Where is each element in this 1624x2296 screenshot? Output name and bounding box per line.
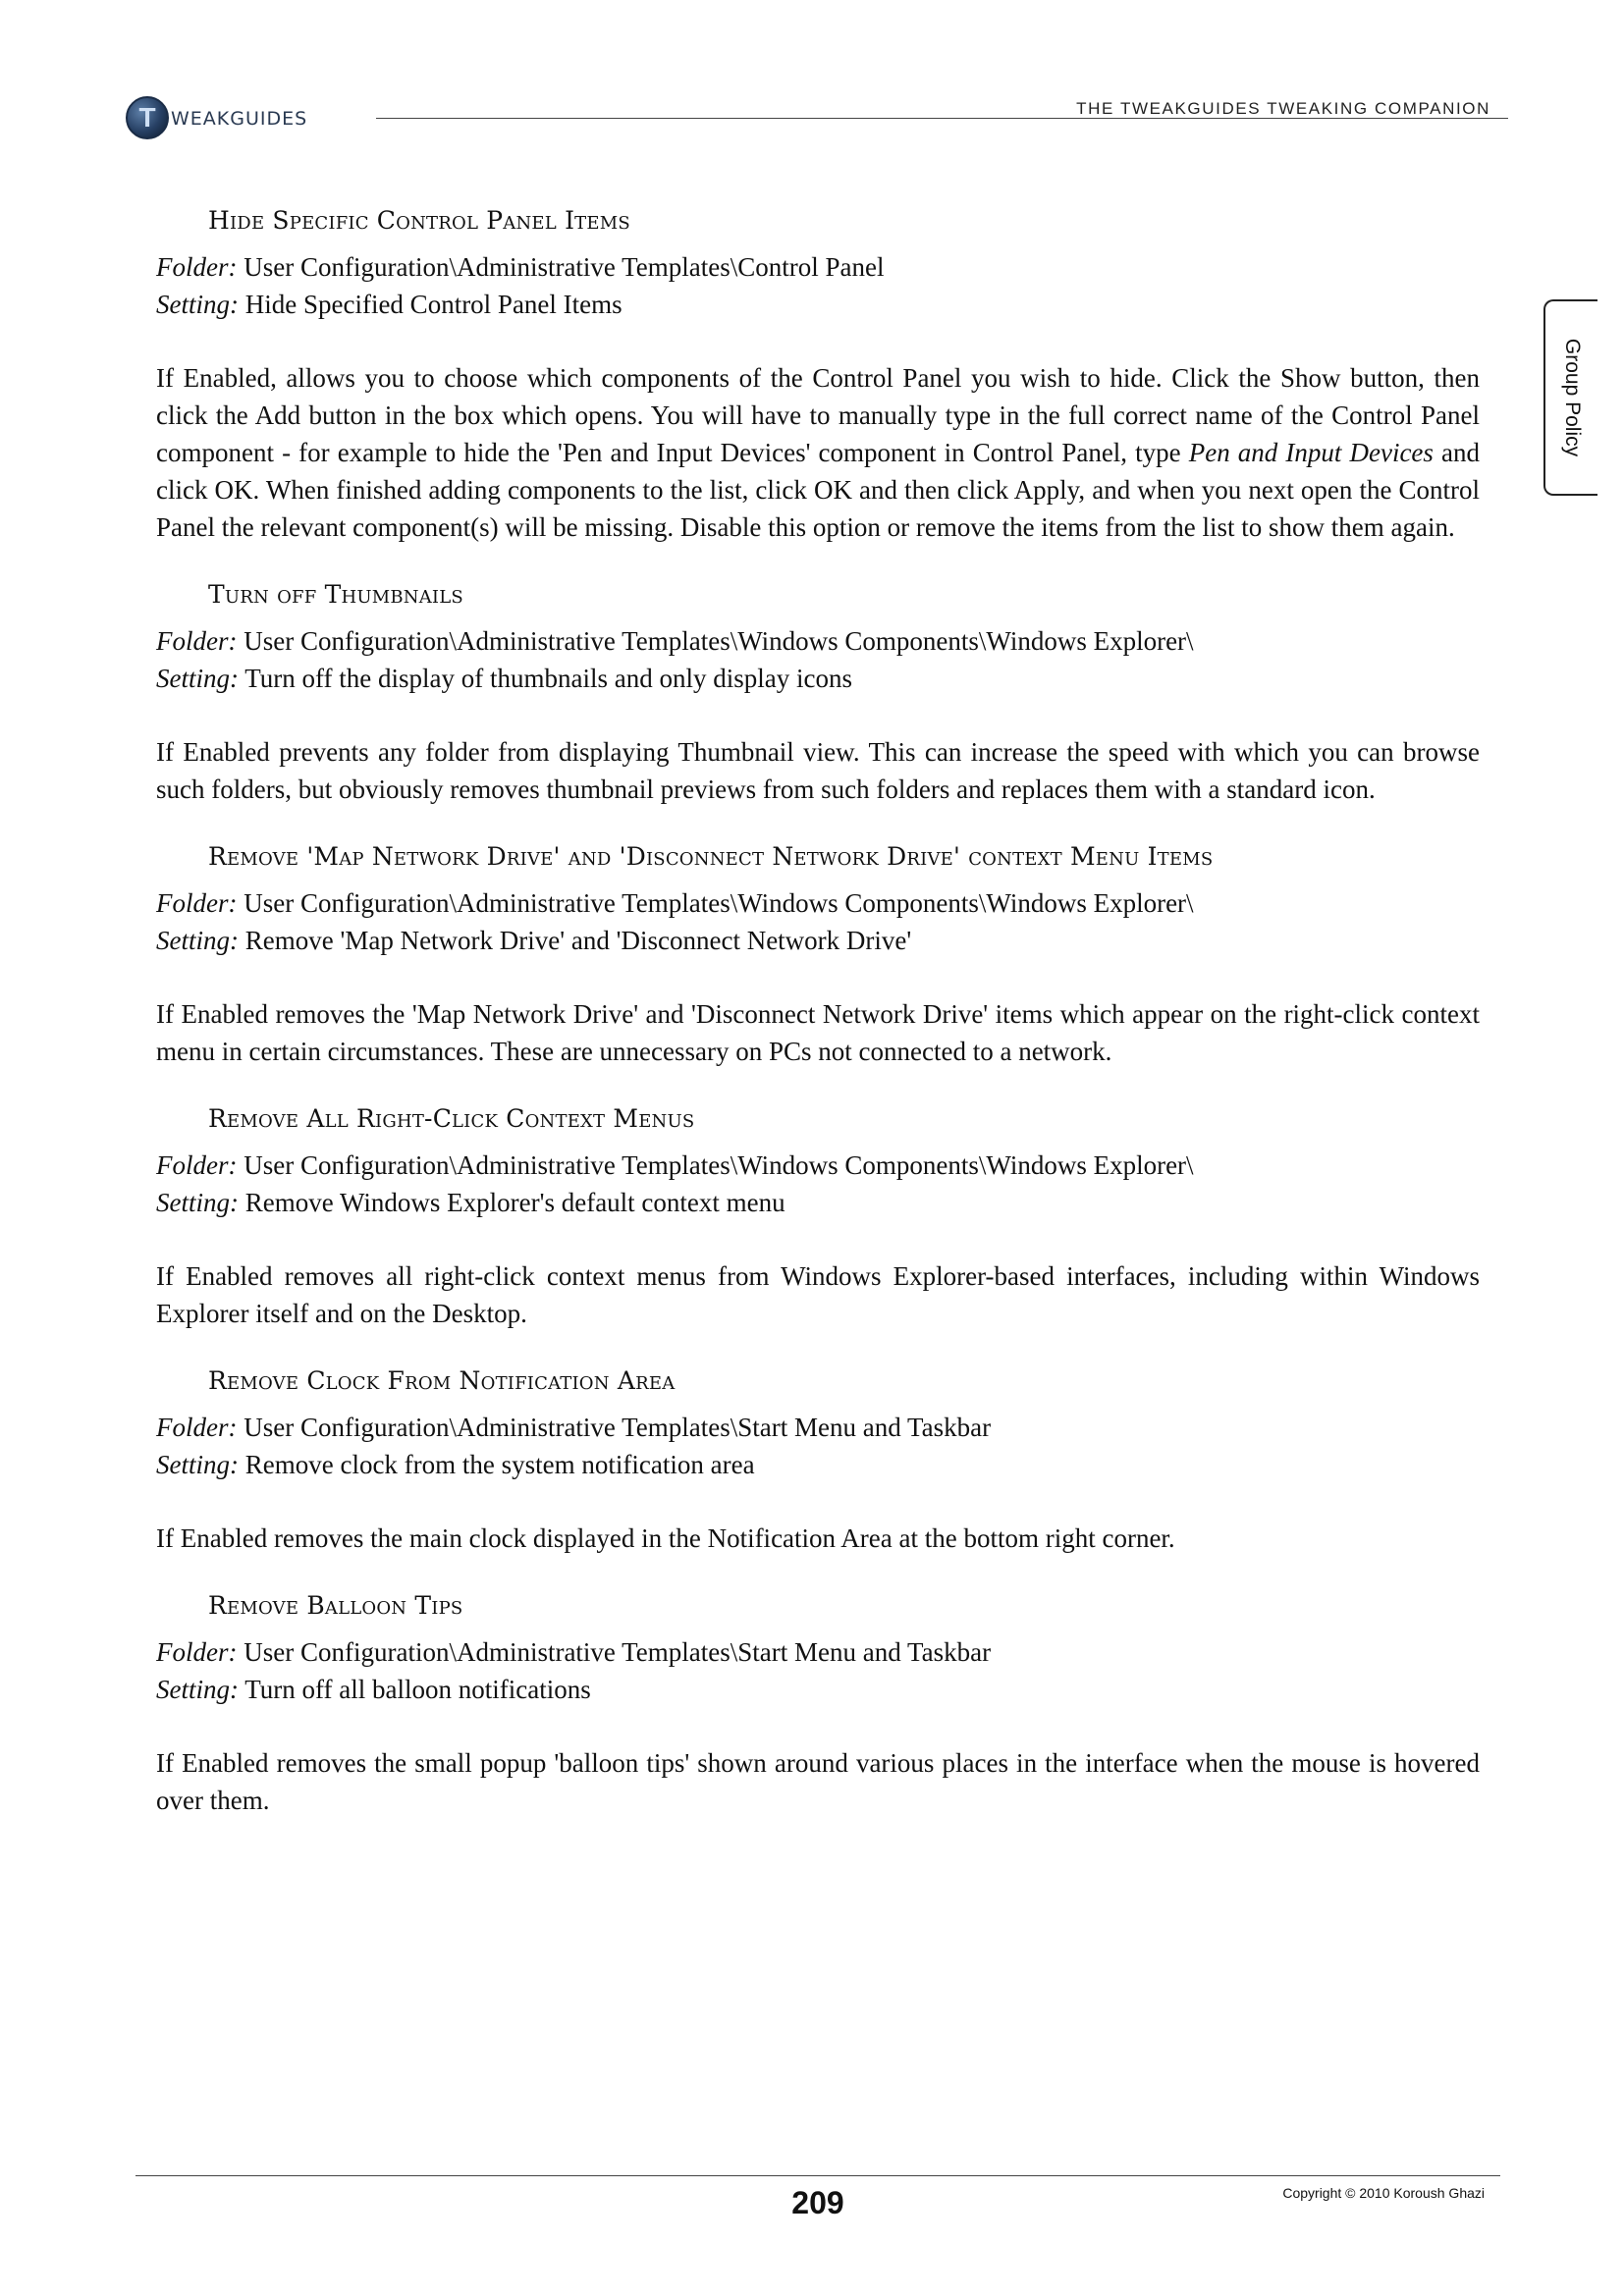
section-heading: Hide Specific Control Panel Items: [208, 206, 630, 235]
setting-line: [156, 286, 1480, 323]
section-description: If Enabled removes all right-click context menus from Windows Explorer-based interfaces, including within Windows Explorer itself and on the Desktop.: [156, 1261, 1480, 1328]
folder-label: Folder:: [156, 888, 238, 918]
section-description: If Enabled, allows you to choose which components of the Control Panel you wish to hide. Click the Show button, then click the Add button in the box which opens. You will have to manually type in the full correct name of the Control Panel component - for example to hide the 'Pen and Input Devices' component in Control Panel, type Pen and Input Devices and click OK. When finished adding components to the list, click OK and then click Apply, and when you next open the Control Panel the relevant component(s) will be missing. Disable this option or remove the items from the list to show them again.: [156, 363, 1481, 542]
folder-line: [156, 1409, 1480, 1446]
folder-line: [156, 1633, 1480, 1671]
setting-name: Turn off the display of thumbnails and only display icons: [244, 664, 852, 693]
section-heading: Remove All Right-Click Context Menus: [208, 1104, 695, 1133]
setting-name: Remove Windows Explorer's default context menu: [244, 1188, 785, 1217]
section-heading: Remove Balloon Tips: [208, 1591, 463, 1620]
section-heading: Turn off Thumbnails: [208, 580, 463, 609]
section-heading: Remove 'Map Network Drive' and 'Disconnect Network Drive' context Menu Items: [208, 842, 1214, 871]
policy-location: [156, 248, 1480, 323]
folder-line: [156, 248, 1480, 286]
folder-path: User Configuration\Administrative Templates\Start Menu and Taskbar: [244, 1413, 992, 1442]
folder-path: User Configuration\Administrative Templates\Windows Components\Windows Explorer\: [244, 626, 1194, 656]
setting-label: Setting:: [156, 290, 239, 319]
setting-label: Setting:: [156, 1188, 239, 1217]
section-remove-balloon-tips: [156, 1591, 1480, 1819]
section-remove-clock: [156, 1366, 1480, 1557]
setting-name: Hide Specified Control Panel Items: [244, 290, 623, 319]
folder-label: Folder:: [156, 1413, 238, 1442]
policy-location: [156, 1409, 1480, 1483]
page-content: [156, 206, 1480, 1853]
policy-location: [156, 622, 1480, 697]
folder-line: [156, 622, 1480, 660]
header-title: THE TWEAKGUIDES TWEAKING COMPANION: [1076, 99, 1490, 118]
folder-path: User Configuration\Administrative Templates\Start Menu and Taskbar: [244, 1637, 992, 1667]
setting-line: [156, 922, 1480, 959]
section-description: If Enabled removes the main clock displayed in the Notification Area at the bottom right corner.: [156, 1523, 1175, 1553]
section-description: If Enabled prevents any folder from displaying Thumbnail view. This can increase the speed with which you can browse such folders, but obviously removes thumbnail previews from such folders and replaces them with a standard icon.: [156, 737, 1480, 804]
folder-path: User Configuration\Administrative Templates\Control Panel: [244, 252, 885, 282]
setting-line: [156, 1446, 1480, 1483]
logo-wordmark: WEAKGUIDES: [171, 108, 308, 130]
page-header: [126, 94, 1508, 145]
folder-label: Folder:: [156, 626, 238, 656]
section-turn-off-thumbnails: [156, 580, 1480, 808]
setting-line: [156, 660, 1480, 697]
setting-label: Setting:: [156, 664, 239, 693]
emphasized-component-name: Pen and Input Devices: [1188, 438, 1434, 467]
setting-name: Remove clock from the system notification area: [244, 1450, 755, 1479]
page-footer: [135, 2175, 1500, 2234]
section-remove-context-menus: [156, 1104, 1480, 1332]
setting-line: [156, 1671, 1480, 1708]
section-remove-map-network-drive: [156, 842, 1480, 1070]
folder-path: User Configuration\Administrative Templates\Windows Components\Windows Explorer\: [244, 888, 1194, 918]
section-heading: Remove Clock From Notification Area: [208, 1366, 676, 1395]
logo-letter: T: [138, 102, 156, 133]
folder-path: User Configuration\Administrative Templates\Windows Components\Windows Explorer\: [244, 1150, 1194, 1180]
section-side-tab: [1543, 299, 1597, 496]
section-description: If Enabled removes the small popup 'balloon tips' shown around various places in the interface when the mouse is hovered over them.: [156, 1748, 1480, 1815]
section-hide-control-panel-items: [156, 206, 1480, 546]
logo-emblem-icon: [126, 96, 169, 139]
setting-label: Setting:: [156, 1450, 239, 1479]
policy-location: [156, 1633, 1480, 1708]
setting-line: [156, 1184, 1480, 1221]
policy-location: [156, 884, 1480, 959]
setting-name: Remove 'Map Network Drive' and 'Disconnect Network Drive': [244, 926, 912, 955]
folder-line: [156, 1147, 1480, 1184]
copyright-notice: Copyright © 2010 Koroush Ghazi: [1282, 2185, 1485, 2201]
folder-line: [156, 884, 1480, 922]
folder-label: Folder:: [156, 1637, 238, 1667]
setting-label: Setting:: [156, 1675, 239, 1704]
setting-label: Setting:: [156, 926, 239, 955]
setting-name: Turn off all balloon notifications: [244, 1675, 591, 1704]
page-number: 209: [791, 2185, 844, 2220]
side-tab-label: Group Policy: [1560, 338, 1584, 457]
folder-label: Folder:: [156, 252, 238, 282]
policy-location: [156, 1147, 1480, 1221]
folder-label: Folder:: [156, 1150, 238, 1180]
section-description: If Enabled removes the 'Map Network Drive' and 'Disconnect Network Drive' items which appear on the right-click context menu in certain circumstances. These are unnecessary on PCs not connected to a network.: [156, 999, 1480, 1066]
footer-rule: [135, 2175, 1500, 2176]
